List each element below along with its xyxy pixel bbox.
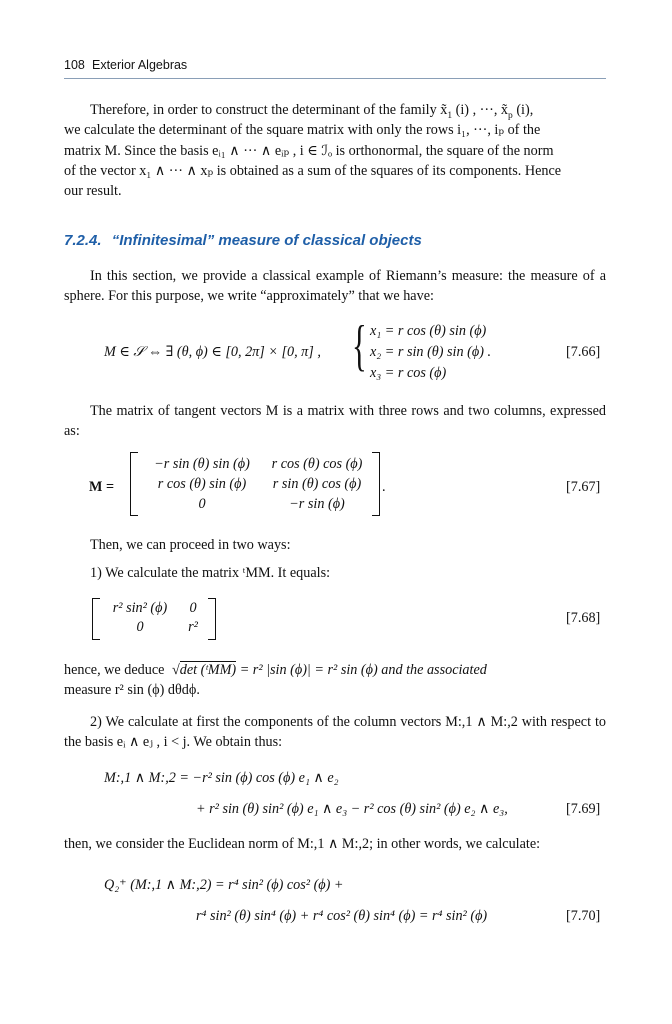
p1-line1b: (i) , ···, x̃: [455, 102, 509, 118]
p1-line2: we calculate the determinant of the square matrix with only the rows i₁, ···, iₚ of the: [64, 122, 541, 139]
p1-line4: of the vector x₁ ∧ ··· ∧ xₚ is obtained as a sum of the squares of its components. Hence: [64, 162, 562, 179]
eq767-c11: −r sin (θ) sin (ϕ): [154, 456, 250, 472]
p6-start: hence, we deduce: [64, 662, 165, 678]
eq767-right-bracket: [372, 452, 380, 516]
eq766-row2: x₂ = r sin (θ) sin (ϕ) .: [370, 344, 492, 360]
eq769-line2: + r² sin (θ) sin² (ϕ) e₁ ∧ e₃ − r² cos (θ) sin² (ϕ) e₂ ∧ e₃,: [196, 801, 508, 817]
eq769-label: [7.69]: [566, 801, 601, 817]
eq767-period: .: [382, 479, 386, 495]
eq766-row1: x₁ = r cos (θ) sin (ϕ): [370, 323, 487, 339]
paragraph-2: In this section, we provide a classical example of Riemann’s measure: the measure of a sphere. For this purpose, we write “approximately” that we have:: [64, 268, 606, 305]
eq768-right-bracket: [208, 598, 216, 640]
eq768-label: [7.68]: [566, 610, 601, 626]
page-number: 108: [64, 58, 85, 72]
paragraph-4: Then, we can proceed in two ways:: [90, 537, 291, 553]
p1-line1c: (i),: [516, 102, 534, 118]
eq768-c21: 0: [136, 619, 144, 635]
section-heading: [64, 232, 422, 249]
sqrt-radicand: det (ᵗMM): [179, 662, 237, 678]
eq770-line2: r⁴ sin² (θ) sin⁴ (ϕ) + r⁴ cos² (θ) sin⁴ (ϕ) = r⁴ sin² (ϕ): [196, 908, 488, 924]
paragraph-7: 2) We calculate at first the components of the column vectors M:,1 ∧ M:,2 with respect to the basis eᵢ ∧ eⱼ , i < j. We obtain thus:: [64, 714, 606, 751]
running-header: [64, 56, 606, 76]
eq768-c11: r² sin² (ϕ): [112, 600, 168, 616]
eq767-c21: r cos (θ) sin (ϕ): [157, 476, 247, 492]
p6-line2: measure r² sin (ϕ) dθdϕ.: [64, 682, 200, 699]
chapter-title: Exterior Algebras: [92, 58, 188, 72]
eq767-c32: −r sin (ϕ): [289, 496, 345, 512]
eq767-label: [7.67]: [566, 479, 601, 495]
p1-line1a: Therefore, in order to construct the determinant of the family x̃: [90, 102, 448, 118]
eq768-c22: r²: [188, 619, 198, 635]
p1-line5: our result.: [64, 183, 122, 200]
eq767-lhs: M =: [89, 479, 115, 495]
eq767-c12: r cos (θ) cos (ϕ): [271, 456, 363, 472]
eq766-row3: x₃ = r cos (ϕ): [370, 365, 447, 381]
paragraph-3: The matrix of tangent vectors M is a matrix with three rows and two columns, expressed as:: [64, 403, 606, 440]
sqrt-sign: √: [171, 662, 180, 678]
eq766-brace: {: [352, 315, 367, 377]
eq766-lhs: M ∈ 𝒮 ⇔ ∃ (θ, ϕ) ∈ [0, 2π] × [0, π] ,: [104, 344, 321, 360]
paragraph-6: [64, 660, 606, 701]
section-number: 7.2.4.: [64, 232, 102, 249]
p1-line3: matrix M. Since the basis eᵢ₁ ∧ ··· ∧ eᵢₚ , i ∈ ℐₒ is orthonormal, the square of the norm: [64, 142, 554, 159]
eq767-left-bracket: [130, 452, 138, 516]
header-rule: [64, 78, 606, 79]
eq767-c22: r sin (θ) cos (ϕ): [272, 476, 362, 492]
eq769-line1: M:,1 ∧ M:,2 = −r² sin (ϕ) cos (ϕ) e₁ ∧ e₂: [104, 770, 339, 786]
eq770-label: [7.70]: [566, 908, 601, 924]
eq767-c31: 0: [198, 496, 206, 512]
eq766-label: [7.66]: [566, 344, 601, 360]
paragraph-5: 1) We calculate the matrix ᵗMM. It equals:: [90, 565, 331, 581]
paragraph-1: Therefore, in order to construct the determinant of the family $x̃_1$ (i) , ···, $x̃_p$ (i), we calculate the determinant of the square matrix with only the rows i₁, ···, iₚ of the matrix M. Since the basis eᵢ₁ ∧ ··· ∧ eᵢₚ , i ∈ ℐₒ is orthonormal, the square of the norm of the vector x₁ ∧ ··· ∧ xₚ is obtained as a sum of the squares of its components. Hence our result.: [64, 100, 606, 201]
eq770-line1: Q₂⁺ (M:,1 ∧ M:,2) = r⁴ sin² (ϕ) cos² (ϕ) +: [104, 877, 344, 893]
section-title: “Infinitesimal” measure of classical objects: [111, 232, 422, 249]
eq768-c12: 0: [189, 600, 197, 616]
paragraph-8: then, we consider the Euclidean norm of M:,1 ∧ M:,2; in other words, we calculate:: [64, 836, 541, 852]
p6-rest: = r² |sin (ϕ)| = r² sin (ϕ) and the associated: [239, 662, 487, 678]
eq768-left-bracket: [92, 598, 100, 640]
